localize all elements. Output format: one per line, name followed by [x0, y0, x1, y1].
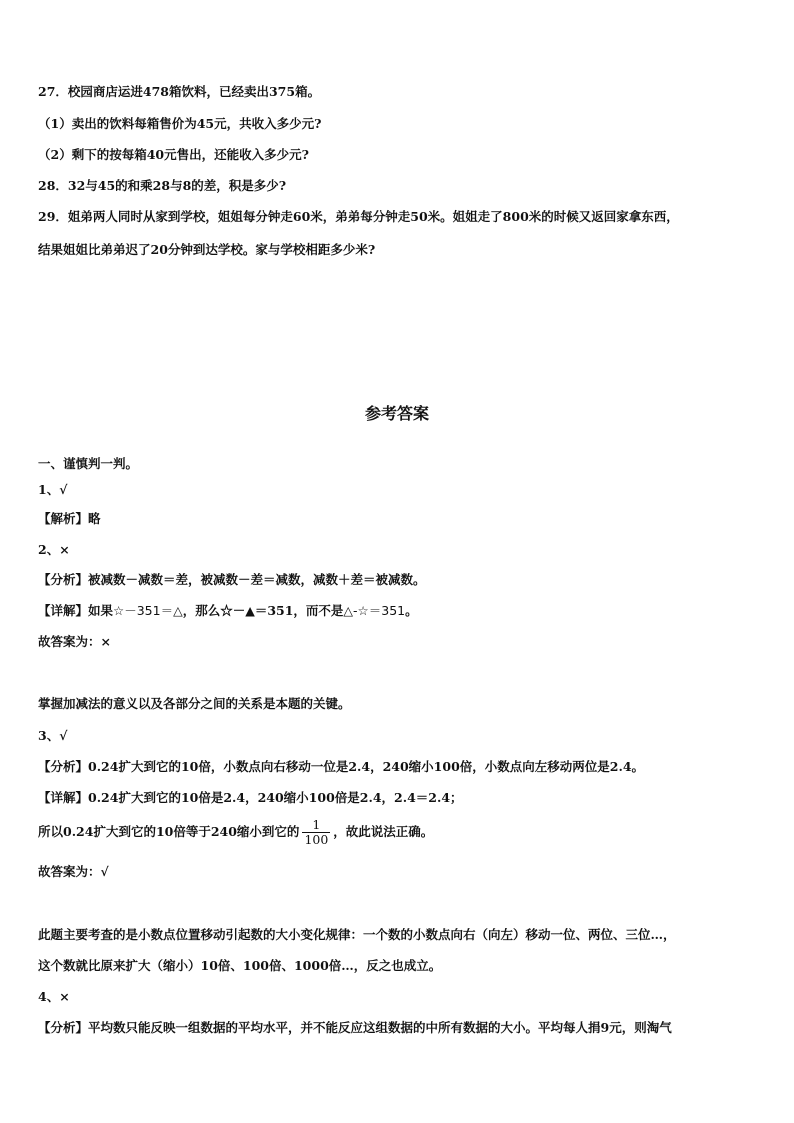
answer-4-analysis: 【分析】平均数只能反映一组数据的平均水平，并不能反应这组数据的中所有数据的大小。平均每人捐9元，则淘气: [38, 1020, 672, 1035]
answer-3-so: [38, 818, 433, 847]
fraction-numerator: 1: [302, 818, 330, 833]
q27-1: （1）卖出的饮料每箱售价为45元，共收入多少元?: [38, 116, 322, 131]
answer-1: 1、√: [38, 482, 68, 497]
answer-2-analysis: 【分析】被减数－减数＝差，被减数－差＝减数，减数＋差＝被减数。: [38, 572, 426, 587]
answer-3-detail: 【详解】0.24扩大到它的10倍是2.4，240缩小100倍是2.4，2.4＝2.4；: [38, 790, 463, 805]
answers-title: 参考答案: [364, 404, 429, 423]
answer-2-key: 掌握加减法的意义以及各部分之间的关系是本题的关键。: [38, 696, 351, 711]
detail-prefix: 【详解】如果: [38, 603, 114, 618]
answer-2-conclusion: 故答案为：×: [38, 634, 111, 649]
answer-3: 3、√: [38, 728, 68, 743]
q29-line2: 结果姐姐比弟弟迟了20分钟到达学校。家与学校相距多少米?: [38, 242, 376, 257]
answer-2-detail: [38, 603, 418, 619]
detail-middle: ，那么☆－▲＝351，而不是: [182, 603, 344, 618]
answer-4: 4、×: [38, 989, 70, 1004]
math-expression-1: ☆－351＝△: [113, 603, 183, 618]
answer-3-conclusion: 故答案为：√: [38, 864, 109, 879]
answer-3-key-line1: 此题主要考查的是小数点位置移动引起数的大小变化规律：一个数的小数点向右（向左）移动一位、两位、三位…，: [38, 927, 676, 942]
answer-2: 2、×: [38, 542, 70, 557]
q27-2: （2）剩下的按每箱40元售出，还能收入多少元?: [38, 147, 309, 162]
answer-3-key-line2: 这个数就比原来扩大（缩小）10倍、100倍、1000倍…，反之也成立。: [38, 958, 442, 973]
answer-1-analysis: 【解析】略: [38, 511, 101, 526]
q27: 27．校园商店运进478箱饮料，已经卖出375箱。: [38, 84, 321, 99]
fraction-denominator: 100: [304, 832, 329, 847]
q28: 28．32与45的和乘28与8的差，积是多少?: [38, 178, 287, 193]
detail-end: 。: [405, 603, 418, 618]
section1-heading: 一、谨慎判一判。: [38, 456, 139, 471]
fraction: [302, 818, 330, 847]
q29-line1: 29．姐弟两人同时从家到学校，姐姐每分钟走60米，弟弟每分钟走50米。姐姐走了800米的时候又返回家拿东西，: [38, 209, 679, 224]
so-prefix: 所以0.24扩大到它的10倍等于240缩小到它的: [38, 824, 300, 839]
answer-3-analysis: 【分析】0.24扩大到它的10倍，小数点向右移动一位是2.4，240缩小100倍，小数点向左移动两位是2.4。: [38, 759, 645, 774]
math-expression-2: △-☆＝351: [343, 603, 406, 618]
so-end: ，故此说法正确。: [333, 824, 434, 839]
